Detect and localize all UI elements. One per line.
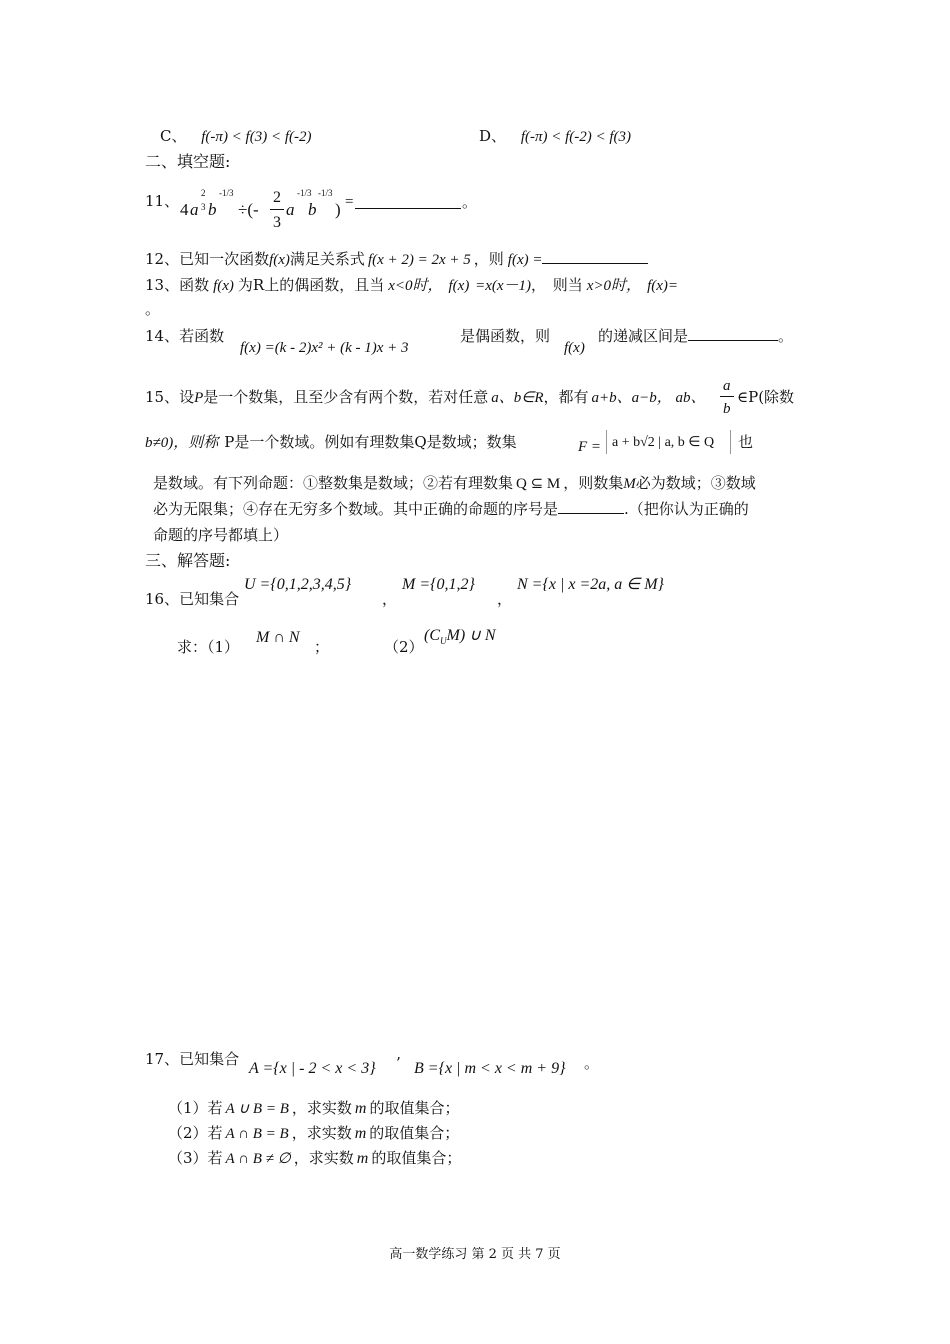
q15-frac-bar [720, 396, 734, 397]
q17-item-var: m [354, 1100, 367, 1117]
option-c-label: C、 [160, 127, 187, 145]
q15-set-f: F = [578, 439, 602, 455]
q15-line3 [153, 474, 756, 493]
q12-fx: f(x) [269, 252, 290, 268]
q17-A: A ={x | - 2 < x < 3} [249, 1060, 376, 1077]
q16-p2-sub: U [440, 636, 447, 646]
q11-frac-num: 2 [273, 189, 281, 206]
option-c-expr: f(-π) < f(3) < f(-2) [201, 129, 312, 145]
q13-text3: ， 则当 [531, 276, 583, 294]
q15-set-body: a + b√2 | a, b ∈ Q [612, 435, 715, 450]
q14-answer-blank [688, 339, 778, 341]
q11-frac-den: 3 [273, 214, 281, 231]
q15-line4-b: .（把你认为正确的 [624, 500, 749, 518]
option-d-label: D、 [479, 127, 507, 145]
q15-ops: a+b、a−b， ab、 [591, 390, 706, 406]
q17-item-cond: A ∪ B = B [225, 1101, 289, 1117]
q16-text1: 16、已知集合 [145, 590, 240, 608]
q14-text3 [598, 327, 793, 345]
q15-line1-b: 是一个数集，且至少含有两个数，若对任意 [203, 388, 489, 406]
q15-frac-num: a [723, 378, 731, 394]
q15-sub: Q ⊆ M [516, 476, 561, 492]
q15-line2-a: b≠0)，则称 [145, 435, 219, 451]
q15-line4 [153, 500, 749, 518]
q11-exp-b2: -1/3 [318, 188, 333, 198]
q13-end: 。 [145, 300, 161, 318]
q13 [145, 276, 678, 295]
q14-expr: f(x) =(k - 2)x² + (k - 1)x + 3 [240, 340, 409, 356]
q11-a2: a [286, 200, 295, 219]
q13-expr: f(x) =x(x－1) [448, 278, 531, 294]
q13-text1: 13、函数 [145, 276, 210, 294]
q17-item-tail: 的取值集合； [369, 1099, 460, 1117]
section2-title: 二、填空题: [145, 152, 231, 171]
q17-item-tail: 的取值集合； [369, 1124, 460, 1142]
q14-end: 。 [778, 327, 794, 345]
page-footer: 高一数学练习 第 2 页 共 7 页 [389, 1247, 561, 1262]
q12-text3: ，则 [473, 250, 504, 268]
q15-line5: 命题的序号都填上） [153, 526, 289, 544]
q11-coef: 4 [180, 200, 189, 219]
q17-item-rest: ，求实数 [291, 1099, 352, 1117]
q17-item-rest: ，求实数 [291, 1124, 352, 1142]
q11-exp-a2: -1/3 [297, 188, 312, 198]
q15-P: P [194, 390, 204, 406]
q17-end: 。 [584, 1054, 600, 1072]
q11-exp-a-den: 3 [201, 202, 206, 212]
section3-title: 三、解答题: [145, 551, 231, 570]
q15-frac-den: b [723, 401, 731, 417]
q12-answer-blank [542, 262, 648, 264]
q17-item-3 [168, 1149, 461, 1168]
q13-cond2: x>0时， [586, 278, 642, 294]
q13-text2: 为R上的偶函数，且当 [237, 276, 385, 294]
q17-item-var: m [356, 1150, 369, 1167]
q15-line1-c: ，都有 [543, 388, 589, 406]
q12-relation: f(x + 2) = 2x + 5 [367, 252, 471, 268]
q15-in-p: ∈P(除数 [737, 388, 795, 406]
q16-p2 [424, 626, 496, 647]
q16-M: M ={0,1,2} [402, 576, 475, 593]
q13-fx: f(x) [213, 278, 234, 294]
q15-line2-b: P是一个数域。例如有理数集Q是数域；数集 [224, 433, 517, 451]
q11-answer-blank [355, 208, 461, 209]
q17-item-cond: A ∩ B = B [225, 1126, 289, 1142]
q13-ask: f(x)= [647, 278, 678, 294]
q17-B: B ={x | m < x < m + 9} [414, 1060, 566, 1077]
q17-sep: ’ [396, 1054, 401, 1072]
option-d [479, 127, 631, 146]
q15-line3-b: ，则数集 [563, 474, 624, 492]
q17-text1: 17、已知集合 [145, 1050, 240, 1068]
q12-text2: 满足关系式 [289, 250, 365, 268]
q17-item-2 [168, 1124, 459, 1143]
q11-end: 。 [462, 193, 478, 211]
q15-line3-c: 必为数域；③数域 [635, 474, 756, 492]
q13-cond1: x<0时， [388, 278, 443, 294]
q16-sep1: ， [382, 590, 398, 608]
q14-text2: 是偶函数，则 [460, 327, 551, 345]
option-c [160, 127, 312, 146]
q11-frac-bar [270, 209, 284, 210]
q15-set-left-brace [606, 430, 608, 454]
q15-line2-c: 也 [738, 433, 754, 451]
q15-answer-blank [558, 512, 624, 514]
q16-p2-label: （2） [384, 638, 424, 656]
q11-exp-a-num: 2 [201, 188, 206, 198]
q11-a: a [190, 200, 199, 219]
q16-p2-rest: M) ∪ N [446, 627, 496, 644]
q16-p1: M ∩ N [256, 629, 300, 646]
q11-b2: b [308, 200, 317, 219]
q17-item-label: （1）若 [168, 1099, 223, 1117]
q14-text1: 14、若函数 [145, 327, 225, 345]
q11-eq: = [345, 194, 354, 210]
q15-line1-a: 15、设 [145, 388, 195, 406]
q16-semi: ； [314, 638, 330, 656]
q11-b: b [208, 200, 217, 219]
q11-num: 11、 [145, 192, 180, 210]
q11-exp-b: -1/3 [219, 188, 234, 198]
q11-close: ) [335, 200, 341, 219]
q12-text1: 12、已知一次函数 [145, 250, 270, 268]
option-d-expr: f(-π) < f(-2) < f(3) [520, 129, 632, 145]
q15-M: M [623, 476, 636, 492]
q17-item-var: m [354, 1125, 367, 1142]
q17-item-1 [168, 1099, 459, 1118]
q14-fx: f(x) [564, 340, 585, 356]
q16-U: U ={0,1,2,3,4,5} [244, 576, 352, 593]
q17-item-rest: ，求实数 [293, 1149, 354, 1167]
q14-text3-label: 的递减区间是 [598, 327, 689, 345]
q15-ab-in-r: a、b∈R [491, 390, 544, 406]
q11-div: ÷(- [238, 200, 259, 219]
q15-line4-text: 必为无限集；④存在无穷多个数域。其中正确的命题的序号是 [153, 500, 559, 518]
q15-line1 [145, 388, 706, 407]
q16-N: N ={x | x =2a, a ∈ M} [517, 576, 664, 593]
q15-set-right-brace [730, 430, 732, 454]
q12 [145, 250, 648, 269]
q17-item-tail: 的取值集合； [371, 1149, 462, 1167]
q12-ask: f(x) = [507, 252, 543, 268]
q15-line3-text: 是数域。有下列命题：①整数集是数域；②若有理数集 [153, 474, 514, 492]
q16-p2-open: (C [424, 627, 440, 644]
q15-line2 [145, 433, 517, 452]
q17-item-label: （3）若 [168, 1149, 223, 1167]
q17-item-cond: A ∩ B ≠ ∅ [225, 1151, 291, 1167]
q17-item-label: （2）若 [168, 1124, 223, 1142]
q16-sep2: ， [497, 590, 513, 608]
q16-ask: 求：（1） [177, 638, 240, 656]
